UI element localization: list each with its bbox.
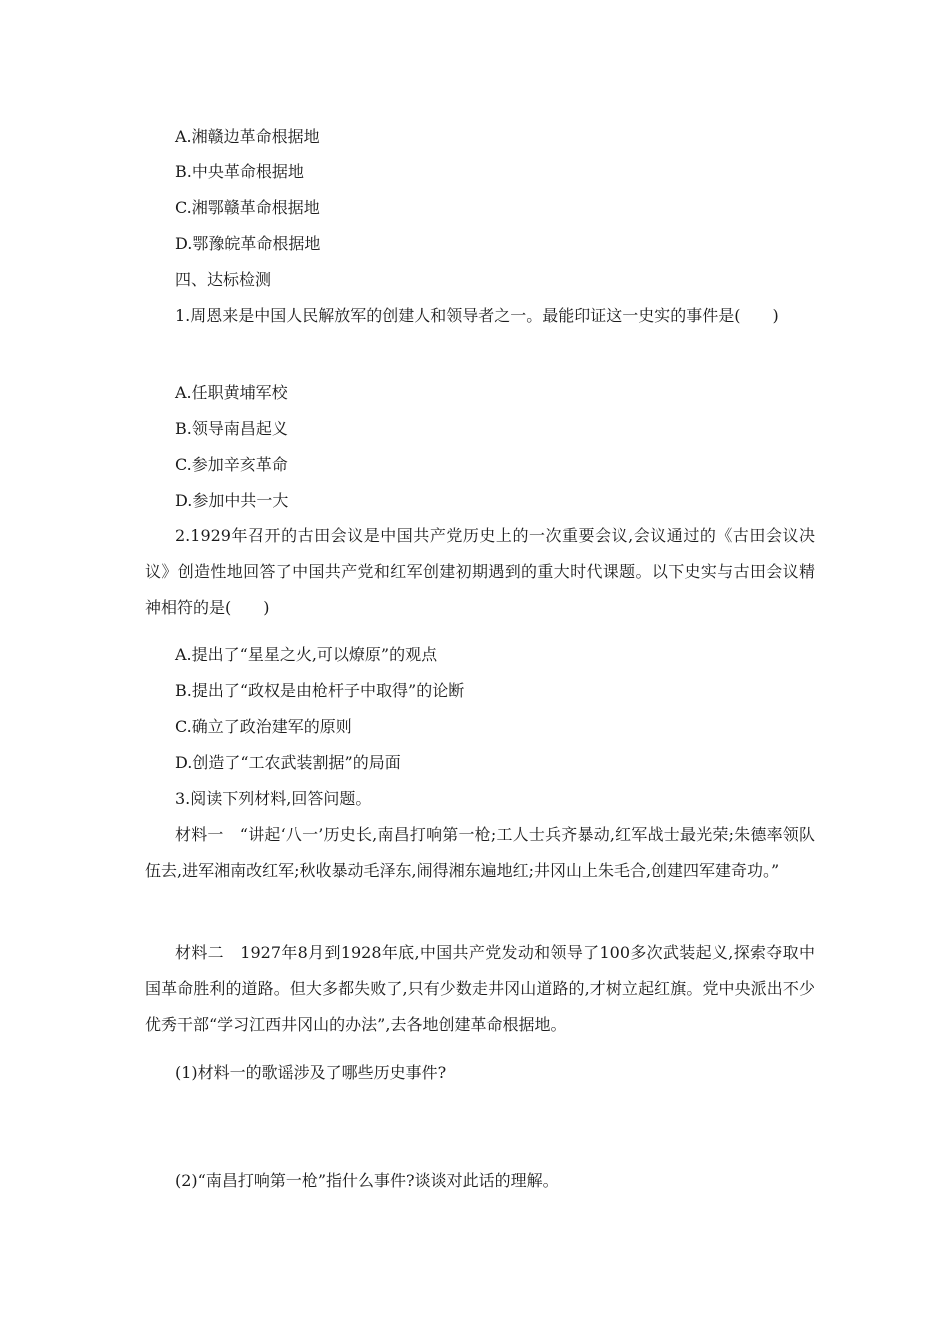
section-title: 四、达标检测 (175, 270, 272, 289)
q1-stem: 1.周恩来是中国人民解放军的创建人和领导者之一。最能印证这一史实的事件是( ) (175, 306, 779, 325)
q3-material-1: 材料一 “讲起‘八一’历史长,南昌打响第一枪;工人士兵齐暴动,红军战士最光荣;朱德率领队伍去,进军湘南改红军;秋收暴动毛泽东,闹得湘东遍地红;井冈山上朱毛合,创建四军建奇功。” (145, 825, 815, 880)
q3-subquestion-1: (1)材料一的歌谣涉及了哪些历史事件? (175, 1063, 447, 1082)
q2-option-d: D.创造了“工农武装割据”的局面 (175, 753, 401, 772)
q1-option-a: A.任职黄埔军校 (175, 383, 288, 402)
q3-subquestion-2: (2)“南昌打响第一枪”指什么事件?谈谈对此话的理解。 (175, 1171, 559, 1190)
prev-option-b: B.中央革命根据地 (175, 162, 304, 181)
q2-stem: 2.1929年召开的古田会议是中国共产党历史上的一次重要会议,会议通过的《古田会议决议》创造性地回答了中国共产党和红军创建初期遇到的重大时代课题。以下史实与古田会议精神相符的是( ) (145, 526, 815, 617)
q2-option-a: A.提出了“星星之火,可以燎原”的观点 (175, 645, 438, 664)
q3-stem: 3.阅读下列材料,回答问题。 (175, 789, 372, 808)
prev-option-a: A.湘赣边革命根据地 (175, 127, 320, 146)
q2-option-c: C.确立了政治建军的原则 (175, 717, 352, 736)
q1-option-b: B.领导南昌起义 (175, 419, 288, 438)
q1-option-d: D.参加中共一大 (175, 491, 289, 510)
prev-option-d: D.鄂豫皖革命根据地 (175, 234, 321, 253)
q3-material-2: 材料二 1927年8月到1928年底,中国共产党发动和领导了100多次武装起义,探索夺取中国革命胜利的道路。但大多都失败了,只有少数走井冈山道路的,才树立起红旗。党中央派出不少优秀干部“学习江西井冈山的办法”,去各地创建革命根据地。 (145, 943, 815, 1034)
prev-option-c: C.湘鄂赣革命根据地 (175, 198, 320, 217)
q2-option-b: B.提出了“政权是由枪杆子中取得”的论断 (175, 681, 465, 700)
q1-option-c: C.参加辛亥革命 (175, 455, 288, 474)
